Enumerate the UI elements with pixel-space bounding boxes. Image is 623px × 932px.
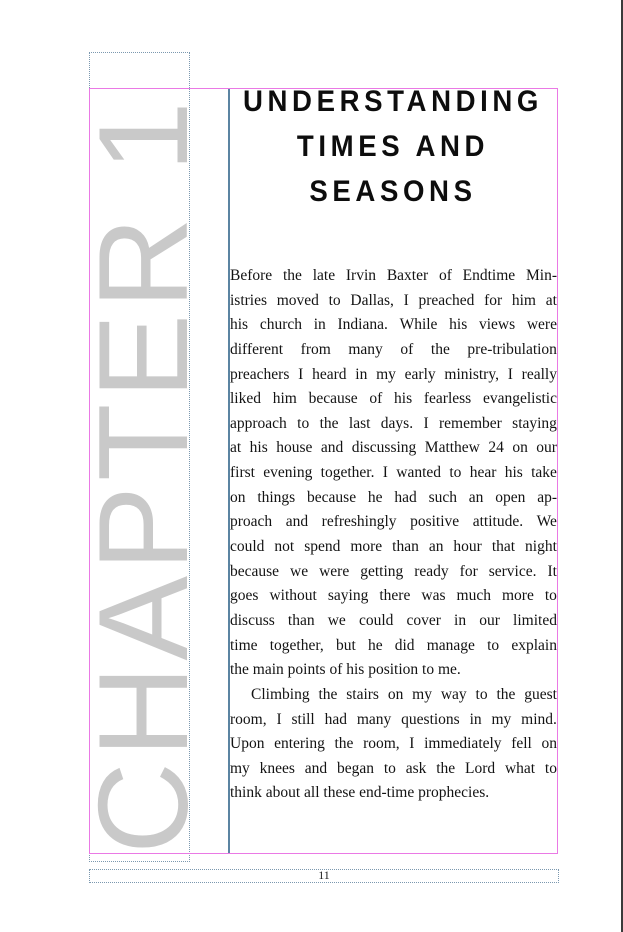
body-line: preachers I heard in my early ministry, I really: [230, 365, 557, 383]
body-line: room, I still had many questions in my mind.: [230, 710, 557, 728]
body-line: discuss than we could cover in our limited: [230, 611, 557, 629]
body-line: time together, but he did manage to explain: [230, 636, 557, 654]
chapter-title: [241, 79, 545, 214]
body-line: think about all these end-time prophecies.: [230, 784, 490, 802]
page-number: 11: [318, 868, 330, 882]
body-line: goes without saying there was much more to: [230, 587, 557, 605]
body-line: istries moved to Dallas, I preached for him at: [230, 291, 557, 309]
body-line: on things because he had such an open ap-: [230, 488, 557, 506]
body-line: first evening together. I wanted to hear his take: [230, 464, 557, 482]
body-line: liked him because of his fearless evangelistic: [230, 390, 557, 408]
body-line: his church in Indiana. While his views were: [230, 316, 557, 334]
body-line: proach and refreshingly positive attitude. We: [230, 513, 557, 531]
body-line: my knees and began to ask the Lord what to: [230, 759, 557, 777]
body-line: Before the late Irvin Baxter of Endtime Min-: [230, 267, 557, 284]
body-line: because we were getting ready for service. It: [230, 562, 557, 580]
body-line: approach to the last days. I remember staying: [230, 414, 557, 432]
body-line: Climbing the stairs on my way to the guest: [251, 685, 557, 703]
body-line: could not spend more than an hour that night: [230, 538, 557, 556]
body-line: the main points of his position to me.: [230, 661, 461, 679]
chapter-title-line: TIMES AND: [296, 130, 490, 163]
chapter-title-line: UNDERSTANDING: [242, 85, 544, 118]
body-line: Upon entering the room, I immediately fell on: [230, 735, 557, 753]
body-text-frame[interactable]: [230, 264, 557, 806]
chapter-vertical-label: CHAPTER 1: [72, 96, 214, 854]
chapter-title-line: SEASONS: [309, 175, 477, 208]
body-line: different from many of the pre-tribulation: [230, 340, 557, 358]
body-line: at his house and discussing Matthew 24 on our: [230, 439, 557, 457]
